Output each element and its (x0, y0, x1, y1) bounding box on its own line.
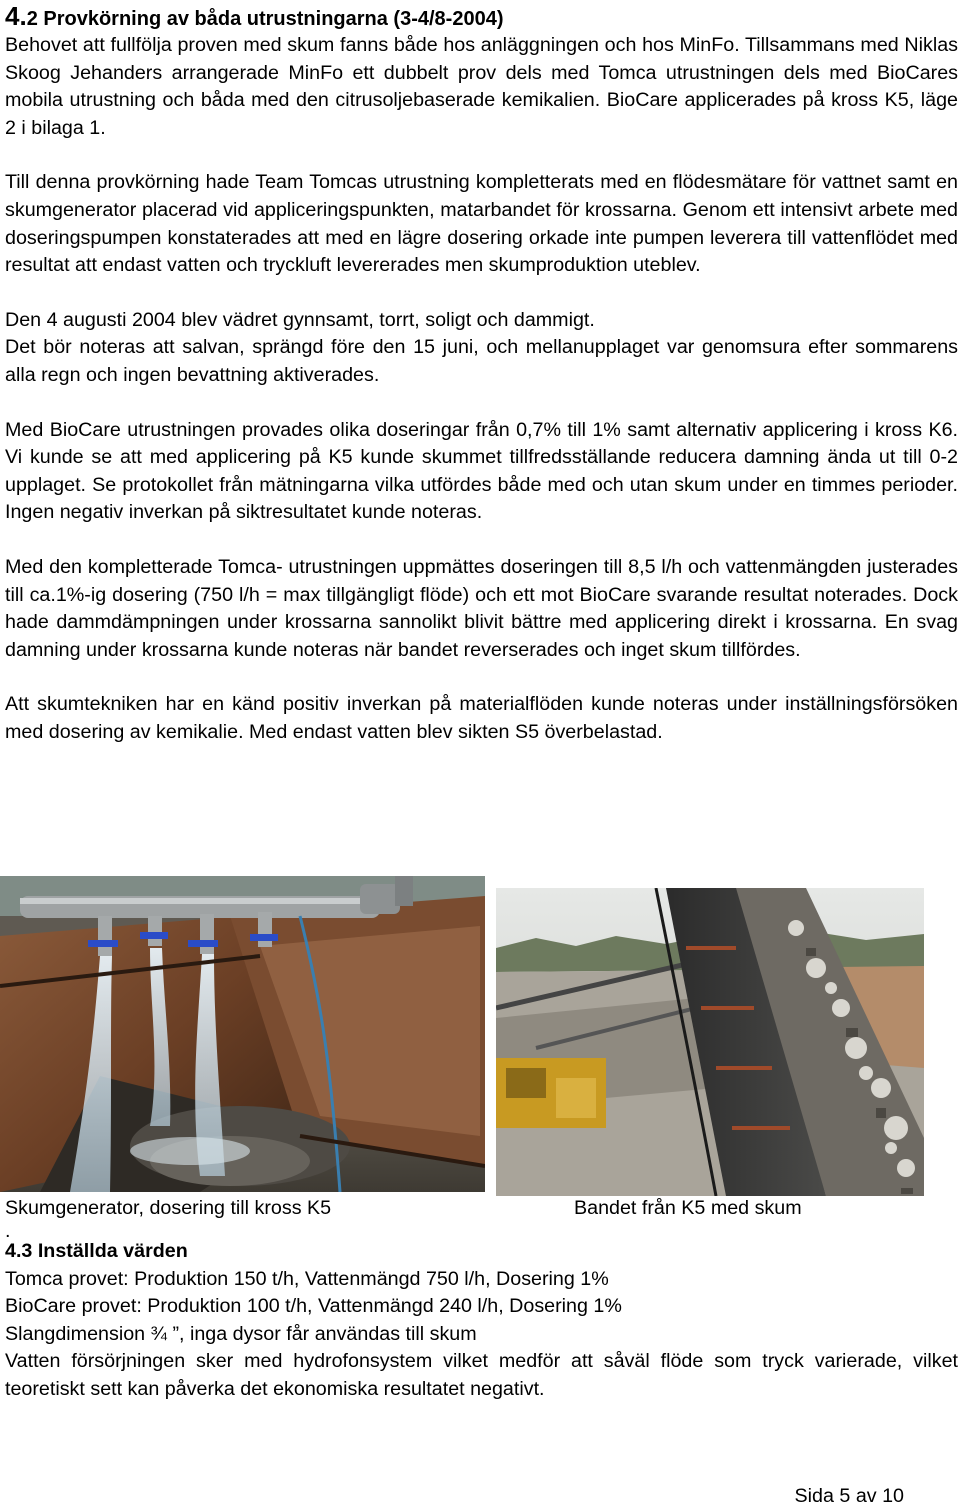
conveyor-belt-photo (496, 888, 924, 1196)
settings-line-water-supply: Vatten försörjningen sker med hydrofonsystem vilket medför att såväl flöde som tryck varierade, vilket teoretiskt sett kan påverka det ekonomiska resultatet negativt. (5, 1350, 958, 1400)
settings-line-hose: Slangdimension ¾ ”, inga dysor får användas till skum (5, 1322, 477, 1345)
section-heading-4-2 (5, 3, 958, 32)
caption-foam-generator: Skumgenerator, dosering till kross K5 (5, 1197, 332, 1219)
section-4-3 (5, 1222, 958, 1404)
paragraph-1: Behovet att fullfölja proven med skum fanns både hos anläggningen och hos MinFo. Tillsammans med Niklas Skoog Jehanders arrangerade MinFo ett dubbelt prov dels med Tomca utrustningen dels med BioCares mobila utrustning och båda med den citrusoljebaserade kemikalien. BioCare applicerades på kross K5, läge 2 i bilaga 1. (5, 34, 958, 139)
paragraph-3: Den 4 augusti 2004 blev vädret gynnsamt, torrt, soligt och dammigt. (5, 308, 595, 331)
page-footer: Sida 5 av 10 (794, 1485, 904, 1507)
caption-dot: . (5, 1220, 11, 1242)
paragraph-7: Att skumtekniken har en känd positiv inverkan på materialflöden kunde noteras under inställningsförsöken med dosering av kemikalie. Med endast vatten blev sikten S5 överbelastad. (5, 693, 958, 743)
section-number-minor: 2 (26, 8, 38, 30)
paragraph-6: Med den kompletterade Tomca- utrustningen uppmättes doseringen till 8,5 l/h och vattenmängden justerades till ca.1%-ig dosering (750 l/h = max tillgängligt flöde) och ett mot BioCare svarande resultat noterades. Dock hade dammdämpningen under krossarna sannolikt blivit bättre med applicering direkt i krossarna. En svag damning under krossarna kunde noteras när bandet reverserades och inget skum tillfördes. (5, 555, 958, 661)
settings-line-biocare: BioCare provet: Produktion 100 t/h, Vattenmängd 240 l/h, Dosering 1% (5, 1295, 622, 1318)
section-title: Provkörning av båda utrustningarna (3-4/8-2004) (43, 8, 504, 30)
paragraph-2: Till denna provkörning hade Team Tomcas utrustning kompletterats med en flödesmätare för vattnet samt en skumgenerator placerad vid appliceringspunkten, matarbandet för krossarna. Genom ett intensivt arbete med doseringspumpen konstaterades att med en lägre dosering orkade inte pumpen leverera till vattenflödet med resultat att endast vatten och tryckluft levererades men skumproduktion uteblev. (5, 171, 958, 277)
settings-line-tomca: Tomca provet: Produktion 150 t/h, Vattenmängd 750 l/h, Dosering 1% (5, 1267, 609, 1290)
photo-row (0, 876, 953, 1196)
paragraph-4: Det bör noteras att salvan, sprängd före den 15 juni, och mellanupplaget var genomsura efter sommarens alla regn och ingen bevattning aktiverades. (5, 336, 958, 386)
foam-generator-photo (0, 876, 485, 1192)
caption-conveyor-belt: Bandet från K5 med skum (574, 1197, 802, 1219)
section-number-major: 4. (5, 1, 27, 31)
paragraph-5: Med BioCare utrustningen provades olika doseringar från 0,7% till 1% samt alternativ applicering i kross K6. Vi kunde se att med applicering på K5 kunde skummet tillfredsställande reducera damning ända ut till 0-2 upplaget. Se protokollet från mätningarna vilka utfördes både med och utan skum under en timmes perioder. Ingen negativ inverkan på siktresultatet kunde noteras. (5, 418, 958, 524)
document-page (5, 0, 958, 746)
section-heading-4-3: 4.3 Inställda värden (5, 1240, 188, 1262)
